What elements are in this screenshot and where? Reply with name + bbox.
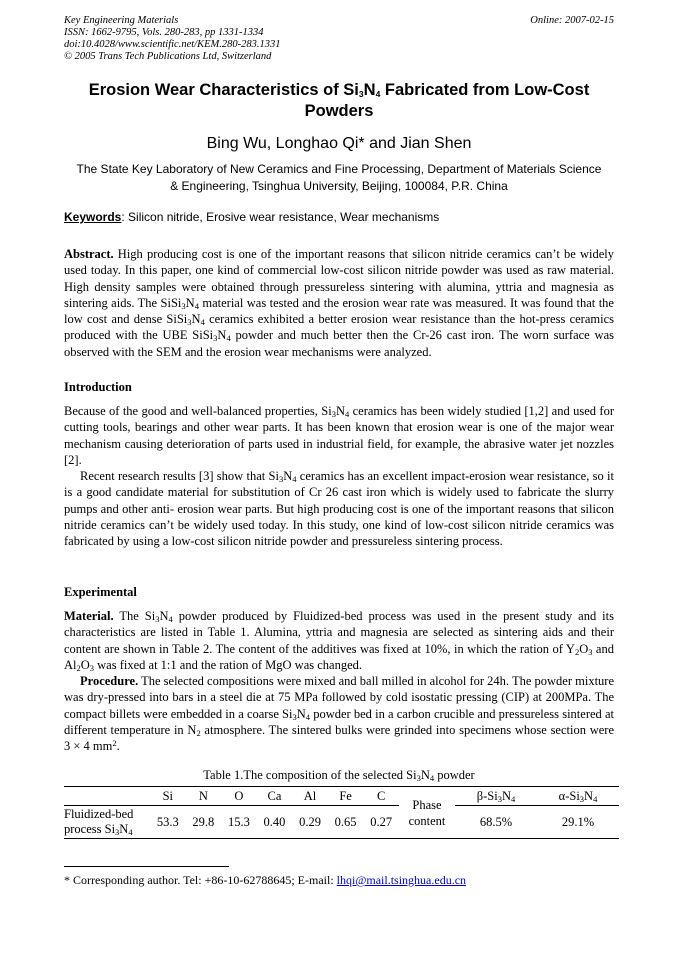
beta-header: $\beta-Si_3N_4$: [455, 787, 537, 806]
procedure-paragraph: Procedure. The selected compositions were mixed and ball milled in alcohol for 24h. The powder mixture was dry-pressed into bars in a steel die at 75 MPa followed by cold isostatic pressing (CIP) at 200MPa. The compact billets were embedded in a coarse $Si_3N_4$ powder bed in a carbon crucible and pressureless sintered at different temperature in $N_2$ atmosphere. The sintered bulks were grinded into specimens whose section were 3 × 4 $mm^2$.: [64, 674, 615, 754]
alpha-value: 29.1%: [537, 806, 619, 839]
table-caption: Table 1.The composition of the selected $Si_3N_4$ powder: [203, 768, 475, 783]
footnote-divider: [64, 866, 229, 867]
column-header: N: [186, 787, 222, 806]
doi-line: doi:10.4028/www.scientific.net/KEM.280-283.1331: [64, 39, 281, 50]
column-header: Si: [150, 787, 186, 806]
table-cell: 0.40: [257, 806, 293, 839]
abstract-label: Abstract.: [64, 247, 114, 261]
beta-value: 68.5%: [455, 806, 537, 839]
affiliation: The State Key Laboratory of New Ceramics and Fine Processing, Department of Materials Science & Engineering, Tsinghua University, Beijing, 100084, P.R. China: [76, 162, 602, 193]
table-row: [64, 806, 619, 839]
table-cell: 0.29: [292, 806, 328, 839]
introduction-heading: Introduction: [64, 380, 132, 394]
material-paragraph: Material. The $Si_3N_4$ powder produced by Fluidized-bed process was used in the present study and its characteristics are listed in Table 1. Alumina, yttria and magnesia are selected as sintering aids and their content are shown in Table 2. The content of the additives was fixed at 10%, in which the ration of $Y_2O_3$ and $Al_2O_3$ was fixed at 1:1 and the ration of MgO was changed.: [64, 609, 614, 673]
keywords-label: Keywords: [64, 210, 122, 224]
composition-table: [64, 786, 619, 839]
abstract: Abstract. High producing cost is one of the important reasons that silicon nitride ceramics can’t be widely used today. In this paper, one kind of commercial low-cost silicon nitride powder was used as raw material. High density samples were obtained through pressureless sintering with alumina, yttria and magnesia as sintering aids. The $SiSi_3N_4$ material was tested and the erosion wear rate was measured. It was found that the low cost and dense $SiSi_3N_4$ ceramics exhibited a better erosion wear resistance than the hot-press ceramics produced with the UBE $SiSi_3N_4$ powder and much better then the Cr-26 cast iron. The worn surface was observed with the SEM and the erosion wear mechanisms were analyzed.: [64, 247, 614, 359]
procedure-label: Procedure.: [80, 674, 139, 688]
introduction-paragraph-2: Recent research results [3] show that $Si_3N_4$ ceramics has an excellent impact-erosion wear resistance, so it is a good candidate material for substitution of Cr 26 cast iron which is widely used to fabricate the slurry pumps and other anti- erosion wear parts. But high producing cost is one of the important reasons that silicon nitride ceramics can’t be widely used today. In this study, one kind of low-cost silicon nitride ceramics was fabricated by using a low-cost silicon nitride powder and pressureless sintering process.: [64, 469, 614, 549]
column-header: Ca: [257, 787, 293, 806]
authors: Bing Wu, Longhao Qi* and Jian Shen: [206, 135, 472, 152]
column-header: Fe: [328, 787, 364, 806]
table-cell: 29.8: [186, 806, 222, 839]
row-label: Fluidized-bed process $Si_3N_4$: [64, 806, 150, 839]
footnote: * Corresponding author. Tel: +86-10-62788645; E-mail: lhqi@mail.tsinghua.edu.cn: [64, 873, 467, 887]
column-header: Al: [292, 787, 328, 806]
copyright-line: © 2005 Trans Tech Publications Ltd, Switzerland: [64, 51, 272, 62]
introduction-paragraph-1: Because of the good and well-balanced properties, $Si_3N_4$ ceramics has been widely studied [1,2] and used for cutting tools, bearings and other wear parts. It has been known that erosion wear is one of the major wear mechanism causing deterioration of parts used in industrial field, for example, the abrasive water jet nozzles [2].: [64, 404, 614, 467]
material-label: Material.: [64, 609, 114, 623]
table-cell: 15.3: [221, 806, 257, 839]
online-date: Online: 2007-02-15: [530, 15, 614, 26]
journal-header: [64, 15, 281, 63]
journal-name: Key Engineering Materials: [64, 15, 179, 26]
table-cell: 0.65: [328, 806, 364, 839]
column-header: O: [221, 787, 257, 806]
table-corner-cell: [64, 787, 150, 806]
phase-content-header: Phase content: [399, 787, 455, 839]
keywords: Keywords: Silicon nitride, Erosive wear resistance, Wear mechanisms: [64, 210, 440, 224]
email-link[interactable]: lhqi@mail.tsinghua.edu.cn: [336, 873, 467, 887]
experimental-heading: Experimental: [64, 585, 137, 599]
issn-line: ISSN: 1662-9795, Vols. 280-283, pp 1331-1334: [64, 27, 264, 38]
table-cell: 53.3: [150, 806, 186, 839]
alpha-header: $\alpha-Si_3N_4$: [537, 787, 619, 806]
column-header: C: [363, 787, 399, 806]
table-cell: 0.27: [363, 806, 399, 839]
paper-title: Erosion Wear Characteristics of $Si_3N_4$ Fabricated from Low-Cost Powders: [88, 81, 590, 120]
table-header-row: [64, 787, 619, 806]
